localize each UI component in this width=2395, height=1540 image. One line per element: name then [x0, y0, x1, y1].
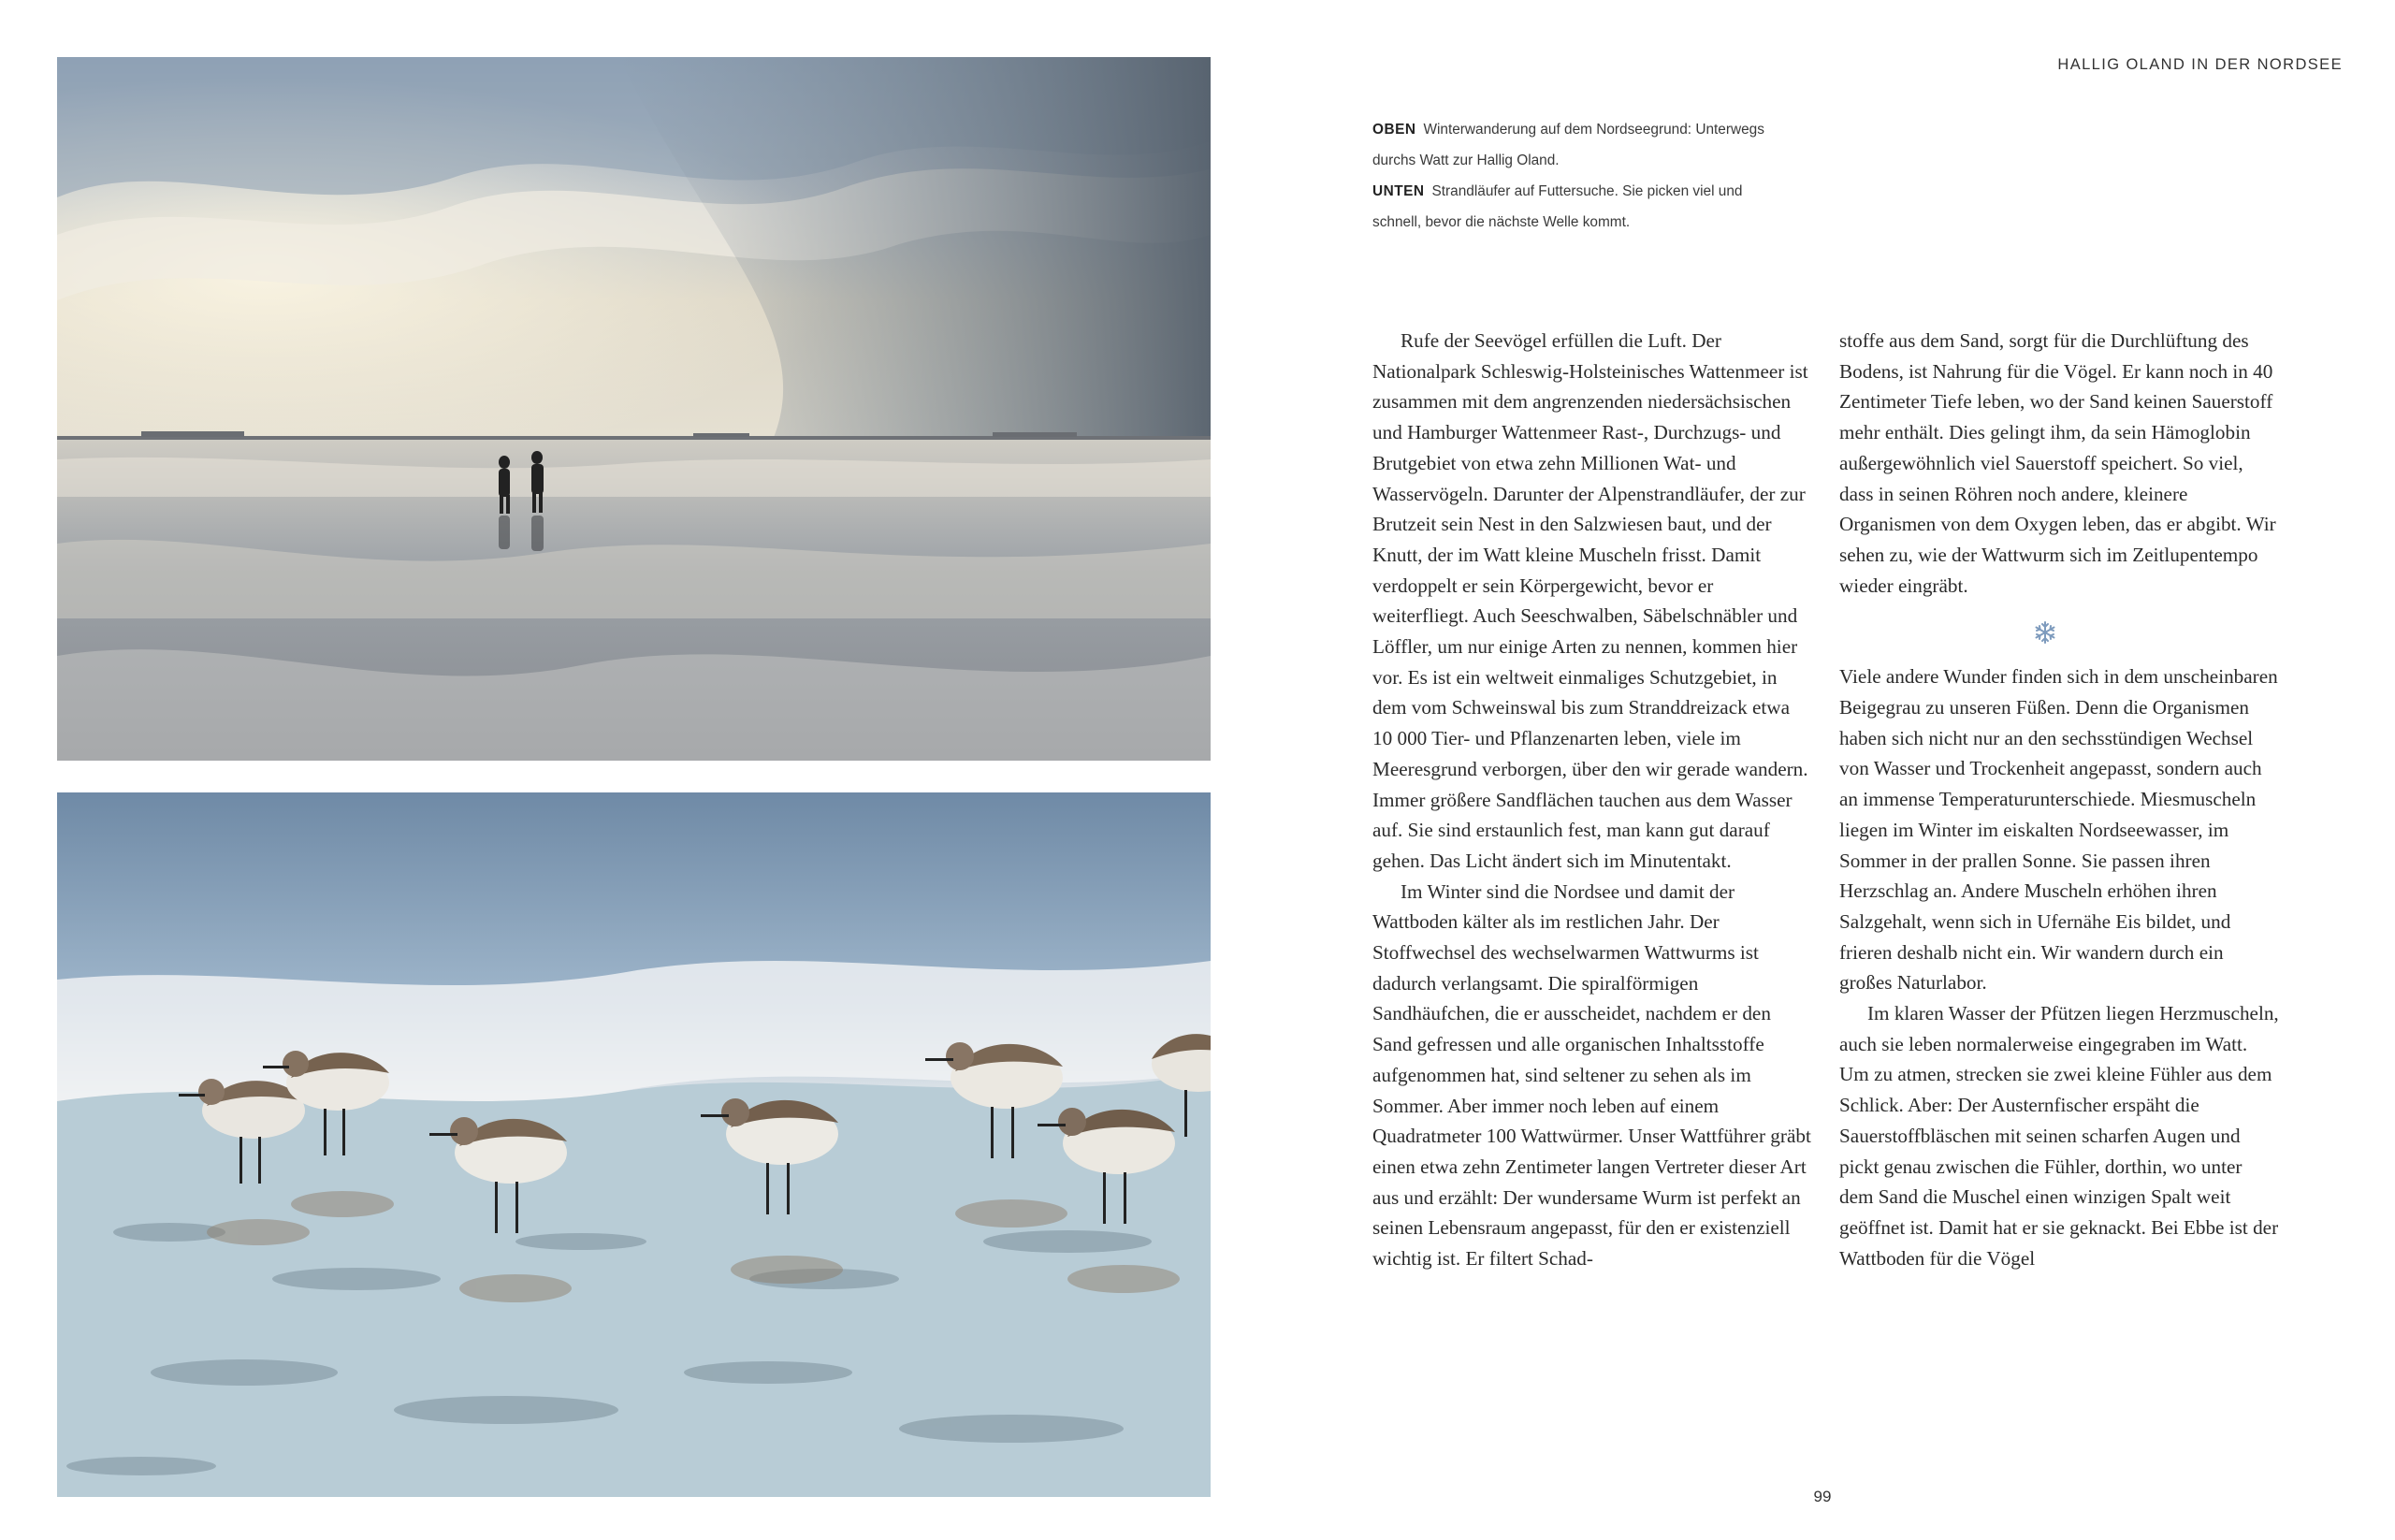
photo-captions: [1372, 114, 1803, 238]
caption-bottom-label: UNTEN: [1372, 183, 1425, 199]
mudflat-walkers-image: [57, 57, 1211, 761]
photo-mudflat-walkers: [57, 57, 1211, 761]
caption-bottom-line-1: Strandläufer auf Futtersuche. Sie picken viel und: [1431, 183, 1743, 199]
caption-top-line-2: durchs Watt zur Hallig Oland.: [1372, 153, 1560, 168]
photo-sandpipers: [57, 792, 1211, 1497]
caption-top-label: OBEN: [1372, 122, 1416, 138]
snowflake-ornament-icon: [1811, 601, 2279, 661]
caption-top-line-1: Winterwanderung auf dem Nordseegrund: Unterwegs: [1423, 122, 1764, 138]
paragraph: stoffe aus dem Sand, sorgt für die Durchlüftung des Bodens, ist Nahrung für die Vögel. Er kann noch in 40 Zentimeter Tiefe leben, wo der Sand keinen Sauerstoff mehr enthält. Dies gelingt ihm, da sein Hämoglobin außergewöhnlich viel Sauerstoff speichert. So viel, dass in seinen Röhren noch andere, kleinere Organismen von dem Oxygen leben, das er abgibt. Wir sehen zu, wie der Wattwurm sich im Zeitlupentempo wieder eingräbt.: [1839, 329, 2276, 597]
caption-bottom-line-2: schnell, bevor die nächste Welle kommt.: [1372, 214, 1631, 230]
paragraph: Im klaren Wasser der Pfützen liegen Herzmuscheln, auch sie leben normalerweise eingegraben im Watt. Um zu atmen, strecken sie zwei kleine Fühler aus dem Schlick. Aber: Der Austernfischer erspäht die Sauerstoffbläschen mit seinen scharfen Augen und pickt genau zwischen die Fühler, dorthin, wo unter dem Sand die Muschel einen winzigen Spalt weit geöffnet ist. Damit hat er sie geknackt. Bei Ebbe ist der Wattboden für die Vögel: [1839, 1002, 2279, 1270]
caption-top: [1372, 114, 1803, 176]
caption-bottom: [1372, 176, 1803, 238]
sandpipers-image: [57, 792, 1211, 1497]
text-column-right: [1839, 326, 2279, 1273]
page-number: 99: [1813, 1488, 1832, 1505]
paragraph: Viele andere Wunder finden sich in dem unscheinbaren Beigegrau zu unseren Füßen. Denn die Organismen haben sich nicht nur an den sechsstündigen Wechsel von Wasser und Trockenheit angepasst, sondern auch an immense Temperaturunterschiede. Miesmuscheln liegen im Winter im eiskalten Nordseewasser, im Sommer in der prallen Sonne. Sie passen ihren Herzschlag an. Andere Muscheln erhöhen ihren Salzgehalt, wenn sich in Ufernähe Eis bildet, und frieren deshalb nicht ein. Wir wandern durch ein großes Naturlabor.: [1839, 665, 2278, 995]
paragraph: Im Winter sind die Nordsee und damit der Wattboden kälter als im restlichen Jahr. Der Stoffwechsel des wechselwarmen Wattwurms ist dadurch verlangsamt. Die spiralförmigen Sandhäufchen, die er ausscheidet, nachdem er den Sand gefressen und alle organischen Inhaltsstoffe aufgenommen hat, sind seltener zu sehen als im Sommer. Aber immer noch leben auf einem Quadratmeter 100 Wattwürmer. Unser Wattführer gräbt einen etwa zehn Zentimeter langen Vertreter dieser Art aus und erzählt: Der wundersame Wurm ist perfekt an seinen Lebensraum angepasst, für den er existenziell wichtig ist. Er filtert Schad-: [1372, 879, 1811, 1271]
running-head: HALLIG OLAND IN DER NORDSEE: [2057, 56, 2343, 73]
paragraph: Rufe der Seevögel erfüllen die Luft. Der Nationalpark Schleswig-Holsteinisches Wattenmeer ist zusammen mit dem angrenzenden niedersächsischen und Hamburger Wattenmeer Rast-, Durchzugs- und Brutgebiet von etwa zehn Millionen Wat- und Wasservögeln. Darunter der Alpenstrandläufer, der zur Brutzeit sein Nest in den Salzwiesen baut, und der Knutt, der im Watt kleine Muscheln frisst. Damit verdoppelt er sein Körpergewicht, bevor er weiterfliegt. Auch Seeschwalben, Säbelschnäbler und Löffler, um nur einige Arten zu nennen, kommen hier vor. Es ist ein weltweit einmaliges Schutzgebiet, in dem vom Schweinswal bis zum Stranddreizack etwa 10 000 Tier- und Pflanzenarten leben, viele im Meeresgrund verborgen, über den wir gerade wandern. Immer größere Sandflächen tauchen aus dem Wasser auf. Sie sind erstaunlich fest, man kann gut darauf gehen. Das Licht ändert sich im Minutentakt.: [1372, 329, 1808, 872]
text-column-left: [1372, 326, 1812, 1274]
